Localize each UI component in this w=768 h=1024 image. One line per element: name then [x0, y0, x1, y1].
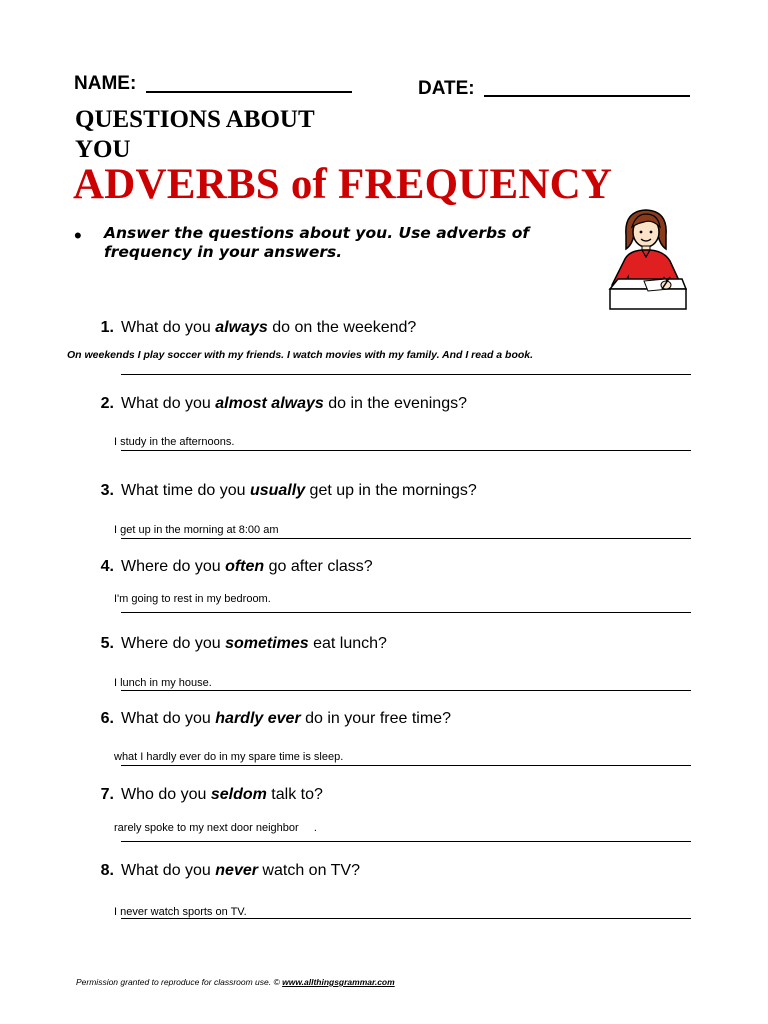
question-number: 5. — [100, 635, 114, 652]
name-label: NAME: — [74, 73, 137, 94]
frequency-adverb: almost always — [215, 395, 324, 412]
answer-line — [121, 918, 691, 919]
answer-text[interactable]: I'm going to rest in my bedroom. — [114, 593, 271, 605]
question-number: 6. — [100, 710, 114, 727]
question-text: What do you always do on the weekend? — [121, 319, 417, 336]
answer-text[interactable]: I study in the afternoons. — [114, 436, 235, 448]
answer-text[interactable]: On weekends I play soccer with my friends. I watch movies with my family. And I read a book. — [67, 349, 534, 361]
question-text: What do you almost always do in the evenings? — [121, 395, 467, 412]
bullet-icon: • — [74, 223, 82, 248]
answer-text[interactable]: I get up in the morning at 8:00 am — [114, 524, 279, 536]
question-number: 7. — [100, 786, 114, 803]
footer-permission: Permission granted to reproduce for classroom use. © www.allthingsgrammar.com — [76, 977, 395, 987]
answer-text[interactable]: I lunch in my house. — [114, 677, 212, 689]
answer-text[interactable]: what I hardly ever do in my spare time is sleep. — [114, 751, 344, 763]
question-text: Who do you seldom talk to? — [121, 786, 323, 803]
page-subtitle: QUESTIONS ABOUT YOU — [75, 106, 315, 163]
answer-line — [121, 612, 691, 613]
frequency-adverb: never — [215, 862, 258, 879]
answer-text[interactable]: rarely spoke to my next door neighbor . — [114, 822, 317, 834]
question-number: 4. — [100, 558, 114, 575]
instruction-text: Answer the questions about you. Use adverbs of frequency in your answers. — [104, 224, 530, 261]
question-number: 2. — [100, 395, 114, 412]
answer-line — [121, 841, 691, 842]
answer-line — [121, 765, 691, 766]
footer-link[interactable]: www.allthingsgrammar.com — [282, 977, 395, 987]
question-number: 3. — [100, 482, 114, 499]
date-field[interactable] — [484, 95, 690, 97]
page-title: ADVERBS of FREQUENCY — [73, 161, 613, 208]
frequency-adverb: sometimes — [225, 635, 309, 652]
question-text: Where do you sometimes eat lunch? — [121, 635, 387, 652]
frequency-adverb: always — [215, 319, 268, 336]
question-text: What do you hardly ever do in your free time? — [121, 710, 451, 727]
answer-line — [121, 374, 691, 375]
answer-text[interactable]: I never watch sports on TV. — [114, 906, 247, 918]
question-number: 8. — [100, 862, 114, 879]
answer-line — [121, 538, 691, 539]
name-field[interactable] — [146, 91, 352, 93]
question-number: 1. — [100, 319, 114, 336]
frequency-adverb: often — [225, 558, 265, 575]
frequency-adverb: usually — [249, 482, 306, 499]
frequency-adverb: hardly ever — [215, 710, 301, 727]
answer-line — [121, 450, 691, 451]
question-text: What time do you usually get up in the mornings? — [121, 482, 477, 499]
date-label: DATE: — [418, 78, 475, 99]
student-writing-illustration — [606, 205, 688, 313]
question-text: Where do you often go after class? — [121, 558, 373, 575]
question-text: What do you never watch on TV? — [121, 862, 360, 879]
frequency-adverb: seldom — [210, 786, 267, 803]
answer-line — [121, 690, 691, 691]
